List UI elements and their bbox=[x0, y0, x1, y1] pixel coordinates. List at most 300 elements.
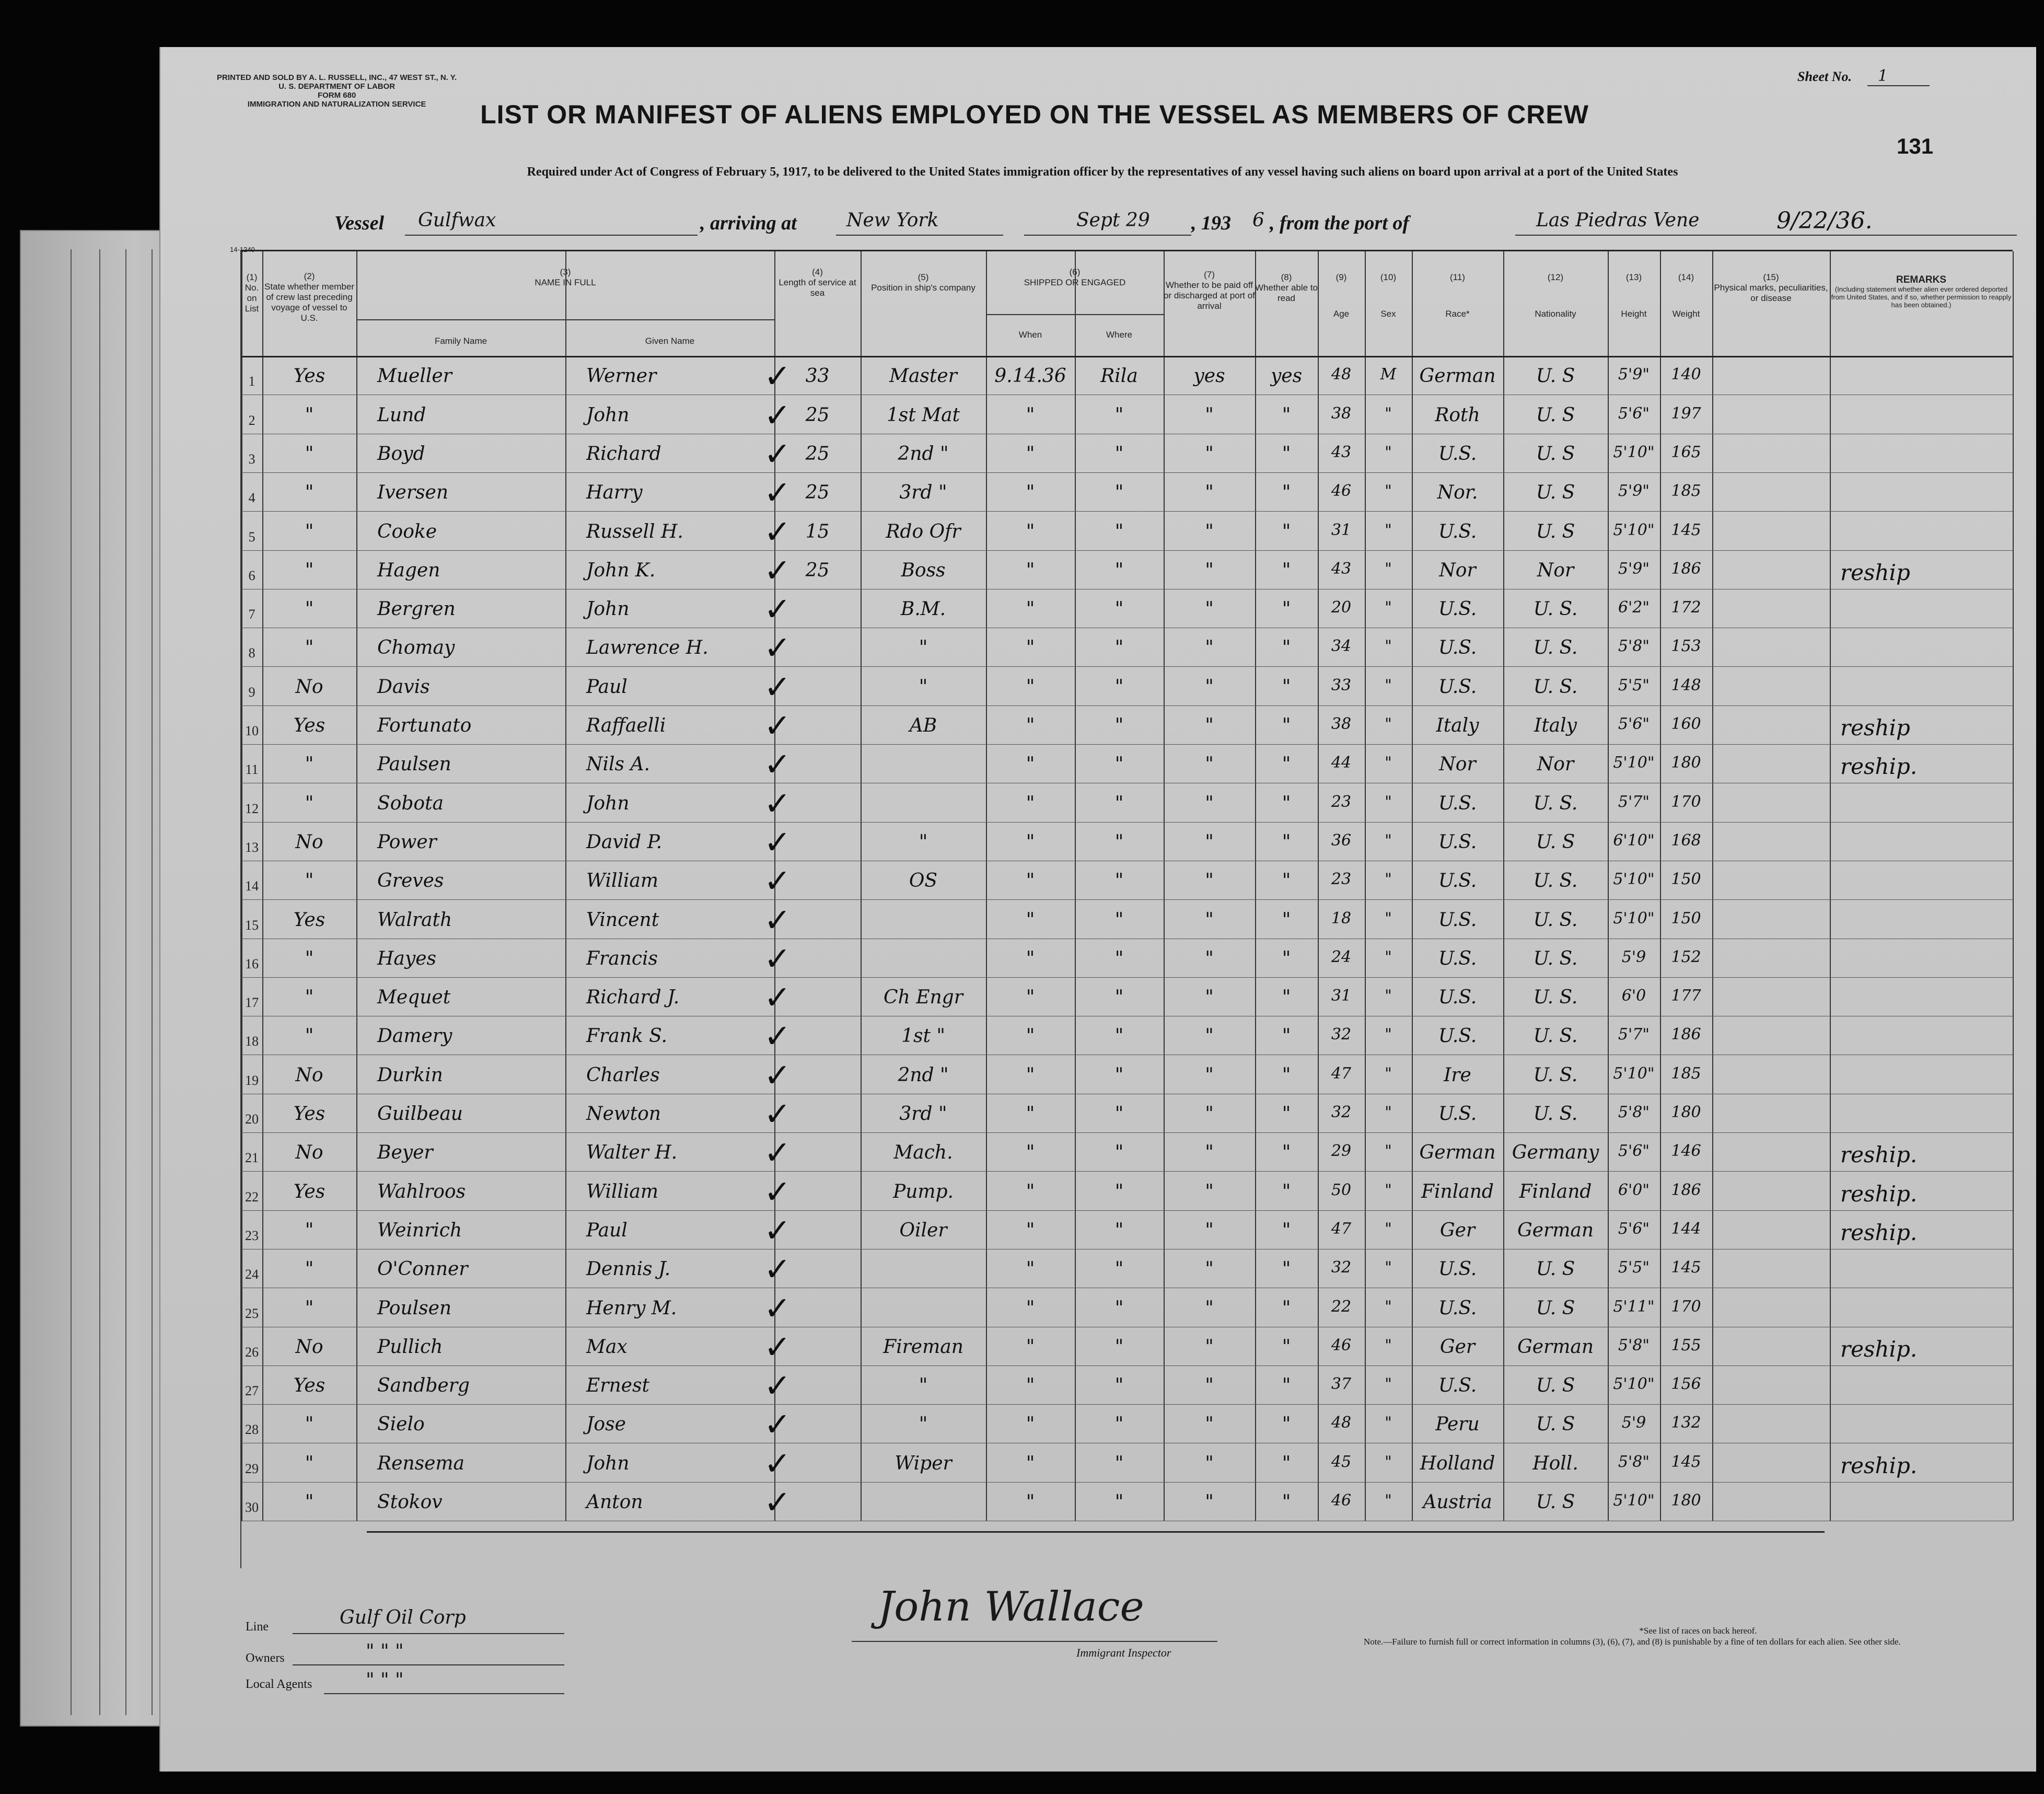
cell-given-name: Frank S. bbox=[586, 1025, 667, 1047]
header-subrule bbox=[986, 314, 1164, 315]
col-header-service bbox=[774, 267, 861, 298]
cell-previous-voyage: Yes bbox=[293, 909, 326, 931]
cell-shipped-where: " bbox=[1114, 1103, 1124, 1125]
cell-nationality: U. S bbox=[1536, 365, 1575, 387]
cell-age: 38 bbox=[1331, 404, 1352, 423]
flap-divider bbox=[99, 249, 100, 1715]
cell-height: 5'9 bbox=[1621, 1414, 1646, 1432]
cell-nationality: U. S bbox=[1536, 520, 1575, 542]
cell-race: Austria bbox=[1423, 1491, 1492, 1513]
cell-able-to-read: " bbox=[1282, 1336, 1291, 1358]
cell-position: " bbox=[919, 676, 928, 698]
cell-sex: " bbox=[1385, 520, 1392, 539]
cell-family-name: Davis bbox=[377, 676, 430, 698]
cell-position: " bbox=[919, 637, 928, 659]
form-line: FORM 680 bbox=[317, 91, 356, 100]
cell-sex: " bbox=[1385, 831, 1392, 850]
service-check-mark: ✓ bbox=[764, 1095, 791, 1133]
cell-previous-voyage: No bbox=[295, 831, 323, 853]
service-check-mark: ✓ bbox=[764, 1056, 791, 1094]
cell-row-number: 8 bbox=[248, 645, 256, 661]
service-check-mark: ✓ bbox=[764, 1172, 791, 1211]
cell-weight: 132 bbox=[1671, 1414, 1701, 1432]
cell-family-name: Paulsen bbox=[377, 754, 451, 776]
cell-paid-off: " bbox=[1205, 1180, 1214, 1202]
cell-position: Boss bbox=[901, 559, 946, 581]
service-check-mark: ✓ bbox=[764, 1405, 791, 1444]
cell-shipped-where: " bbox=[1114, 947, 1124, 969]
cell-weight: 186 bbox=[1671, 559, 1701, 578]
service-check-mark: ✓ bbox=[764, 1327, 791, 1366]
cell-weight: 153 bbox=[1671, 637, 1701, 656]
sheet-number bbox=[1797, 67, 1930, 85]
col-weight-label: Weight bbox=[1672, 309, 1700, 319]
cell-family-name: Sandberg bbox=[377, 1375, 470, 1397]
cell-race: Roth bbox=[1435, 404, 1480, 426]
cell-nationality: U. S. bbox=[1533, 947, 1578, 969]
cell-age: 22 bbox=[1331, 1297, 1352, 1316]
cell-weight: 145 bbox=[1671, 1452, 1701, 1471]
cell-age: 29 bbox=[1331, 1142, 1352, 1161]
cell-nationality: Finland bbox=[1519, 1180, 1592, 1202]
arrival-date: Sept 29 bbox=[1076, 210, 1150, 231]
cell-family-name: Beyer bbox=[377, 1142, 433, 1164]
cell-able-to-read: " bbox=[1282, 1258, 1291, 1280]
cell-sex: M bbox=[1380, 365, 1397, 384]
cell-height: 5'9" bbox=[1618, 365, 1650, 384]
cell-height: 5'6" bbox=[1618, 715, 1650, 733]
cell-shipped-when: " bbox=[1026, 1025, 1035, 1047]
cell-row-number: 23 bbox=[245, 1228, 259, 1243]
cell-race: Peru bbox=[1435, 1414, 1480, 1436]
cell-paid-off: " bbox=[1205, 598, 1214, 620]
year-prefix: , 193 bbox=[1191, 212, 1231, 234]
cell-row-number: 24 bbox=[245, 1267, 259, 1282]
cell-able-to-read: " bbox=[1282, 1025, 1291, 1047]
cell-weight: 177 bbox=[1671, 987, 1701, 1005]
cell-row-number: 17 bbox=[245, 995, 259, 1011]
header-bottom-rule bbox=[241, 356, 2013, 357]
cell-given-name: Paul bbox=[586, 1219, 628, 1241]
cell-weight: 145 bbox=[1671, 1258, 1701, 1277]
cell-family-name: Chomay bbox=[377, 637, 455, 659]
cell-given-name: Paul bbox=[586, 676, 628, 698]
cell-row-number: 16 bbox=[245, 956, 259, 971]
cell-race: U.S. bbox=[1438, 1297, 1477, 1319]
col-marks-label: Physical marks, peculiarities, or disease bbox=[1714, 283, 1828, 303]
cell-height: 5'7" bbox=[1618, 792, 1650, 811]
cell-given-name: David P. bbox=[586, 831, 663, 853]
cell-previous-voyage: Yes bbox=[293, 365, 326, 387]
cell-able-to-read: " bbox=[1282, 637, 1291, 659]
row-rule bbox=[241, 1482, 2013, 1483]
cell-race: German bbox=[1419, 1142, 1496, 1164]
cell-shipped-when: " bbox=[1026, 987, 1035, 1009]
agents-label: Local Agents bbox=[246, 1677, 312, 1691]
col-header-given-name: Given Name bbox=[645, 336, 695, 346]
service-check-mark: ✓ bbox=[764, 1367, 791, 1405]
cell-position: Pump. bbox=[892, 1180, 954, 1202]
cell-shipped-where: " bbox=[1114, 1336, 1124, 1358]
cell-race: U.S. bbox=[1438, 831, 1477, 853]
cell-family-name: Cooke bbox=[377, 520, 437, 542]
cell-race: U.S. bbox=[1438, 1103, 1477, 1125]
cell-family-name: Hagen bbox=[377, 559, 440, 581]
cell-previous-voyage: " bbox=[305, 482, 314, 504]
col-sex-index: (10) bbox=[1380, 272, 1397, 282]
col-marks-index: (15) bbox=[1763, 272, 1779, 282]
service-check-mark: ✓ bbox=[764, 1211, 791, 1249]
cell-height: 5'10" bbox=[1613, 443, 1655, 461]
cell-paid-off: " bbox=[1205, 443, 1214, 465]
cell-age: 37 bbox=[1331, 1375, 1352, 1394]
cell-shipped-where: " bbox=[1114, 520, 1124, 542]
cell-paid-off: " bbox=[1205, 792, 1214, 814]
cell-previous-voyage: No bbox=[295, 1064, 323, 1086]
cell-able-to-read: " bbox=[1282, 987, 1291, 1009]
cell-row-number: 26 bbox=[245, 1344, 259, 1360]
col-nationality-label: Nationality bbox=[1535, 309, 1576, 319]
cell-sex: " bbox=[1385, 1452, 1392, 1471]
col-header-when: When bbox=[1018, 330, 1042, 340]
col-header-nationality bbox=[1503, 272, 1608, 319]
cell-race: Nor bbox=[1439, 559, 1476, 581]
cell-weight: 156 bbox=[1671, 1375, 1701, 1394]
col-paid-label: Whether to be paid off or discharged at port of arrival bbox=[1164, 280, 1255, 311]
cell-sex: " bbox=[1385, 1414, 1392, 1432]
cell-family-name: Pullich bbox=[377, 1336, 443, 1358]
cell-position: Mach. bbox=[893, 1142, 953, 1164]
cell-shipped-when: " bbox=[1026, 520, 1035, 542]
cell-given-name: William bbox=[586, 870, 659, 892]
service-check-mark: ✓ bbox=[764, 1133, 791, 1172]
cell-position: Wiper bbox=[895, 1452, 952, 1474]
cell-age: 44 bbox=[1331, 754, 1352, 772]
service-check-mark: ✓ bbox=[764, 434, 791, 473]
cell-paid-off: " bbox=[1205, 1219, 1214, 1241]
cell-age: 43 bbox=[1331, 443, 1352, 461]
from-port: Las Piedras Vene bbox=[1536, 210, 1700, 231]
cell-row-number: 15 bbox=[245, 917, 259, 933]
line-label: Line bbox=[246, 1620, 269, 1634]
cell-given-name: Richard bbox=[586, 443, 661, 465]
cell-length-of-service: 25 bbox=[805, 404, 830, 426]
flap-divider bbox=[125, 249, 126, 1715]
cell-race: Italy bbox=[1436, 715, 1479, 736]
service-check-mark: ✓ bbox=[764, 978, 791, 1017]
column-rule bbox=[565, 251, 566, 1521]
cell-given-name: Harry bbox=[586, 482, 643, 504]
cell-shipped-where: " bbox=[1114, 637, 1124, 659]
cell-shipped-when: " bbox=[1026, 637, 1035, 659]
cell-shipped-when: " bbox=[1026, 792, 1035, 814]
cell-height: 5'9 bbox=[1621, 947, 1646, 966]
cell-height: 5'8" bbox=[1618, 1103, 1650, 1121]
cell-height: 6'0 bbox=[1621, 987, 1646, 1005]
row-rule bbox=[241, 472, 2013, 473]
remarks-note: (Including statement whether alien ever ordered deported from United States, and if so, whether permission to reapply has been obtained.) bbox=[1831, 285, 2012, 309]
cell-shipped-when: " bbox=[1026, 715, 1035, 736]
cell-shipped-where: " bbox=[1114, 1297, 1124, 1319]
service-check-mark: ✓ bbox=[764, 745, 791, 784]
cell-shipped-where: " bbox=[1114, 1219, 1124, 1241]
cell-height: 5'10" bbox=[1613, 1064, 1655, 1083]
cell-row-number: 3 bbox=[248, 451, 256, 467]
col-header-height bbox=[1608, 272, 1660, 319]
cell-paid-off: " bbox=[1205, 715, 1214, 736]
cell-paid-off: " bbox=[1205, 987, 1214, 1009]
col-age-index: (9) bbox=[1335, 272, 1347, 282]
cell-able-to-read: " bbox=[1282, 676, 1291, 698]
cell-given-name: John K. bbox=[586, 559, 656, 581]
cell-position: 2nd " bbox=[898, 1064, 949, 1086]
cell-paid-off: " bbox=[1205, 1142, 1214, 1164]
cell-position: 3rd " bbox=[899, 1103, 947, 1125]
cell-age: 46 bbox=[1331, 1491, 1352, 1510]
cell-row-number: 19 bbox=[245, 1072, 259, 1088]
cell-shipped-when: " bbox=[1026, 1452, 1035, 1474]
cell-nationality: Germany bbox=[1512, 1142, 1599, 1164]
cell-remarks: reship bbox=[1840, 715, 1910, 740]
col-header-position bbox=[861, 272, 986, 293]
cell-row-number: 12 bbox=[245, 801, 259, 816]
row-rule bbox=[241, 822, 2013, 823]
cell-sex: " bbox=[1385, 987, 1392, 1005]
col-header-number bbox=[241, 272, 262, 314]
cell-able-to-read: " bbox=[1282, 754, 1291, 776]
flap-form-number: 14-1240 bbox=[230, 246, 255, 253]
cell-nationality: Italy bbox=[1534, 715, 1577, 736]
cell-sex: " bbox=[1385, 1491, 1392, 1510]
cell-shipped-when: " bbox=[1026, 559, 1035, 581]
col-header-previous-voyage bbox=[262, 271, 356, 323]
sheet-value: 1 bbox=[1867, 67, 1930, 86]
cell-family-name: Greves bbox=[377, 870, 444, 892]
cell-previous-voyage: Yes bbox=[293, 1375, 326, 1397]
cell-able-to-read: " bbox=[1282, 559, 1291, 581]
col-prev-index: (2) bbox=[304, 271, 315, 281]
cell-shipped-where: " bbox=[1114, 676, 1124, 698]
cell-weight: 165 bbox=[1671, 443, 1701, 461]
cell-sex: " bbox=[1385, 404, 1392, 423]
from-label: , from the port of bbox=[1270, 212, 1410, 234]
col-header-sex bbox=[1365, 272, 1412, 319]
column-rule bbox=[356, 251, 357, 1521]
col-sex-label: Sex bbox=[1380, 309, 1396, 319]
cell-weight: 197 bbox=[1671, 404, 1701, 423]
cell-able-to-read: " bbox=[1282, 947, 1291, 969]
col-shipped-index: (6) bbox=[1069, 267, 1081, 277]
cell-paid-off: " bbox=[1205, 1491, 1214, 1513]
races-note: *See list of races on back hereof. bbox=[1639, 1626, 1757, 1636]
cell-row-number: 4 bbox=[248, 490, 256, 506]
cell-shipped-where: " bbox=[1114, 482, 1124, 504]
cell-weight: 180 bbox=[1671, 1103, 1701, 1121]
cell-given-name: Anton bbox=[586, 1491, 643, 1513]
row-rule bbox=[241, 550, 2013, 551]
cell-shipped-when: " bbox=[1026, 1336, 1035, 1358]
cell-able-to-read: " bbox=[1282, 598, 1291, 620]
cell-paid-off: " bbox=[1205, 676, 1214, 698]
cell-able-to-read: " bbox=[1282, 1219, 1291, 1241]
col-height-label: Height bbox=[1621, 309, 1647, 319]
cell-able-to-read: " bbox=[1282, 1180, 1291, 1202]
row-rule bbox=[241, 977, 2013, 978]
cell-paid-off: yes bbox=[1193, 365, 1225, 387]
cell-able-to-read: " bbox=[1282, 482, 1291, 504]
cell-age: 32 bbox=[1331, 1103, 1352, 1121]
cell-sex: " bbox=[1385, 1258, 1392, 1277]
cell-shipped-when: " bbox=[1026, 1375, 1035, 1397]
cell-family-name: Walrath bbox=[377, 909, 452, 931]
flap-divider bbox=[71, 249, 72, 1715]
cell-remarks: reship bbox=[1840, 559, 1910, 585]
cell-row-number: 9 bbox=[248, 684, 256, 700]
service-check-mark: ✓ bbox=[764, 512, 791, 551]
owners-label: Owners bbox=[246, 1651, 285, 1665]
service-check-mark: ✓ bbox=[764, 862, 791, 900]
cell-paid-off: " bbox=[1205, 520, 1214, 542]
cell-height: 5'5" bbox=[1618, 676, 1650, 695]
cell-height: 6'0" bbox=[1618, 1180, 1650, 1199]
cell-age: 31 bbox=[1331, 987, 1352, 1005]
cell-row-number: 2 bbox=[248, 412, 256, 428]
cell-previous-voyage: " bbox=[305, 1491, 314, 1513]
cell-row-number: 28 bbox=[245, 1422, 259, 1438]
cell-age: 47 bbox=[1331, 1064, 1352, 1083]
printer-line: PRINTED AND SOLD BY A. L. RUSSELL, INC., 47 WEST ST., N. Y. bbox=[217, 73, 457, 82]
cell-age: 23 bbox=[1331, 792, 1352, 811]
cell-family-name: Weinrich bbox=[377, 1219, 462, 1241]
cell-sex: " bbox=[1385, 1064, 1392, 1083]
cell-age: 31 bbox=[1331, 520, 1352, 539]
cell-height: 6'2" bbox=[1618, 598, 1650, 617]
cell-paid-off: " bbox=[1205, 404, 1214, 426]
cell-able-to-read: " bbox=[1282, 909, 1291, 931]
cell-previous-voyage: " bbox=[305, 637, 314, 659]
cell-weight: 185 bbox=[1671, 482, 1701, 501]
cell-able-to-read: " bbox=[1282, 715, 1291, 736]
col-shipped-label: SHIPPED OR ENGAGED bbox=[1024, 277, 1126, 287]
cell-family-name: Fortunato bbox=[377, 715, 472, 736]
cell-given-name: John bbox=[586, 404, 630, 426]
col-age-label: Age bbox=[1333, 309, 1350, 319]
cell-age: 48 bbox=[1331, 365, 1352, 384]
cell-shipped-where: " bbox=[1114, 831, 1124, 853]
cell-height: 5'5" bbox=[1618, 1258, 1650, 1277]
cell-paid-off: " bbox=[1205, 870, 1214, 892]
cell-family-name: Sielo bbox=[377, 1414, 425, 1436]
cell-previous-voyage: " bbox=[305, 1452, 314, 1474]
cell-given-name: Max bbox=[586, 1336, 628, 1358]
col-paid-index: (7) bbox=[1204, 270, 1215, 280]
cell-race: U.S. bbox=[1438, 1375, 1477, 1397]
cell-shipped-where: Rila bbox=[1100, 365, 1138, 387]
sheet-label: Sheet No. bbox=[1797, 69, 1852, 84]
cell-previous-voyage: No bbox=[295, 1336, 323, 1358]
service-check-mark: ✓ bbox=[764, 1444, 791, 1483]
cell-family-name: O'Conner bbox=[377, 1258, 468, 1280]
cell-given-name: William bbox=[586, 1180, 659, 1202]
cell-sex: " bbox=[1385, 482, 1392, 501]
cell-weight: 168 bbox=[1671, 831, 1701, 850]
cell-given-name: Walter H. bbox=[586, 1142, 678, 1164]
row-rule bbox=[241, 705, 2013, 706]
cell-height: 5'8" bbox=[1618, 637, 1650, 656]
arriving-label: , arriving at bbox=[700, 212, 797, 234]
cell-age: 50 bbox=[1331, 1180, 1352, 1199]
cell-shipped-where: " bbox=[1114, 598, 1124, 620]
cell-race: Nor bbox=[1439, 754, 1476, 776]
cell-family-name: Wahlroos bbox=[377, 1180, 466, 1202]
service-check-mark: ✓ bbox=[764, 823, 791, 861]
cell-age: 32 bbox=[1331, 1025, 1352, 1044]
cell-position: OS bbox=[909, 870, 938, 892]
cell-sex: " bbox=[1385, 559, 1392, 578]
cell-nationality: U. S bbox=[1536, 831, 1575, 853]
cell-sex: " bbox=[1385, 1180, 1392, 1199]
cell-position: " bbox=[919, 831, 928, 853]
cell-sex: " bbox=[1385, 909, 1392, 928]
col-name-index: (3) bbox=[560, 267, 571, 277]
cell-remarks: reship. bbox=[1840, 1452, 1918, 1478]
col-height-index: (13) bbox=[1625, 272, 1642, 282]
cell-race: U.S. bbox=[1438, 443, 1477, 465]
cell-position: 2nd " bbox=[898, 443, 949, 465]
cell-shipped-when: " bbox=[1026, 1219, 1035, 1241]
signature-line bbox=[852, 1641, 1217, 1642]
cell-age: 33 bbox=[1331, 676, 1352, 695]
cell-age: 18 bbox=[1331, 909, 1352, 928]
cell-shipped-where: " bbox=[1114, 870, 1124, 892]
col-read-index: (8) bbox=[1281, 272, 1292, 282]
cell-family-name: Stokov bbox=[377, 1491, 443, 1513]
cell-shipped-when: 9.14.36 bbox=[994, 365, 1066, 387]
cell-paid-off: " bbox=[1205, 1103, 1214, 1125]
line-value: Gulf Oil Corp bbox=[340, 1607, 466, 1628]
row-rule bbox=[241, 744, 2013, 745]
cell-height: 6'10" bbox=[1613, 831, 1655, 850]
row-rule bbox=[241, 899, 2013, 900]
col-header-family-name: Family Name bbox=[434, 336, 487, 346]
cell-given-name: Russell H. bbox=[586, 520, 683, 542]
cell-weight: 152 bbox=[1671, 947, 1701, 966]
cell-height: 5'7" bbox=[1618, 1025, 1650, 1044]
cell-height: 5'6" bbox=[1618, 1219, 1650, 1238]
cell-given-name: Richard J. bbox=[586, 987, 680, 1009]
cell-row-number: 10 bbox=[245, 723, 259, 738]
cell-row-number: 5 bbox=[248, 529, 256, 545]
cell-able-to-read: " bbox=[1282, 1142, 1291, 1164]
cell-paid-off: " bbox=[1205, 1297, 1214, 1319]
cell-race: Nor. bbox=[1437, 482, 1478, 504]
service-check-mark: ✓ bbox=[764, 1017, 791, 1056]
cell-given-name: John bbox=[586, 792, 630, 814]
col-header-remarks bbox=[1830, 275, 2013, 309]
cell-height: 5'9" bbox=[1618, 482, 1650, 501]
cell-nationality: U. S bbox=[1536, 1375, 1575, 1397]
cell-family-name: Durkin bbox=[377, 1064, 443, 1086]
cell-weight: 180 bbox=[1671, 754, 1701, 772]
cell-sex: " bbox=[1385, 1103, 1392, 1121]
cell-shipped-when: " bbox=[1026, 404, 1035, 426]
cell-able-to-read: yes bbox=[1270, 365, 1303, 387]
cell-height: 5'10" bbox=[1613, 1491, 1655, 1510]
cell-able-to-read: " bbox=[1282, 831, 1291, 853]
cell-nationality: U. S. bbox=[1533, 1064, 1578, 1086]
cell-family-name: Lund bbox=[377, 404, 426, 426]
page-number: 131 bbox=[1897, 134, 1934, 158]
